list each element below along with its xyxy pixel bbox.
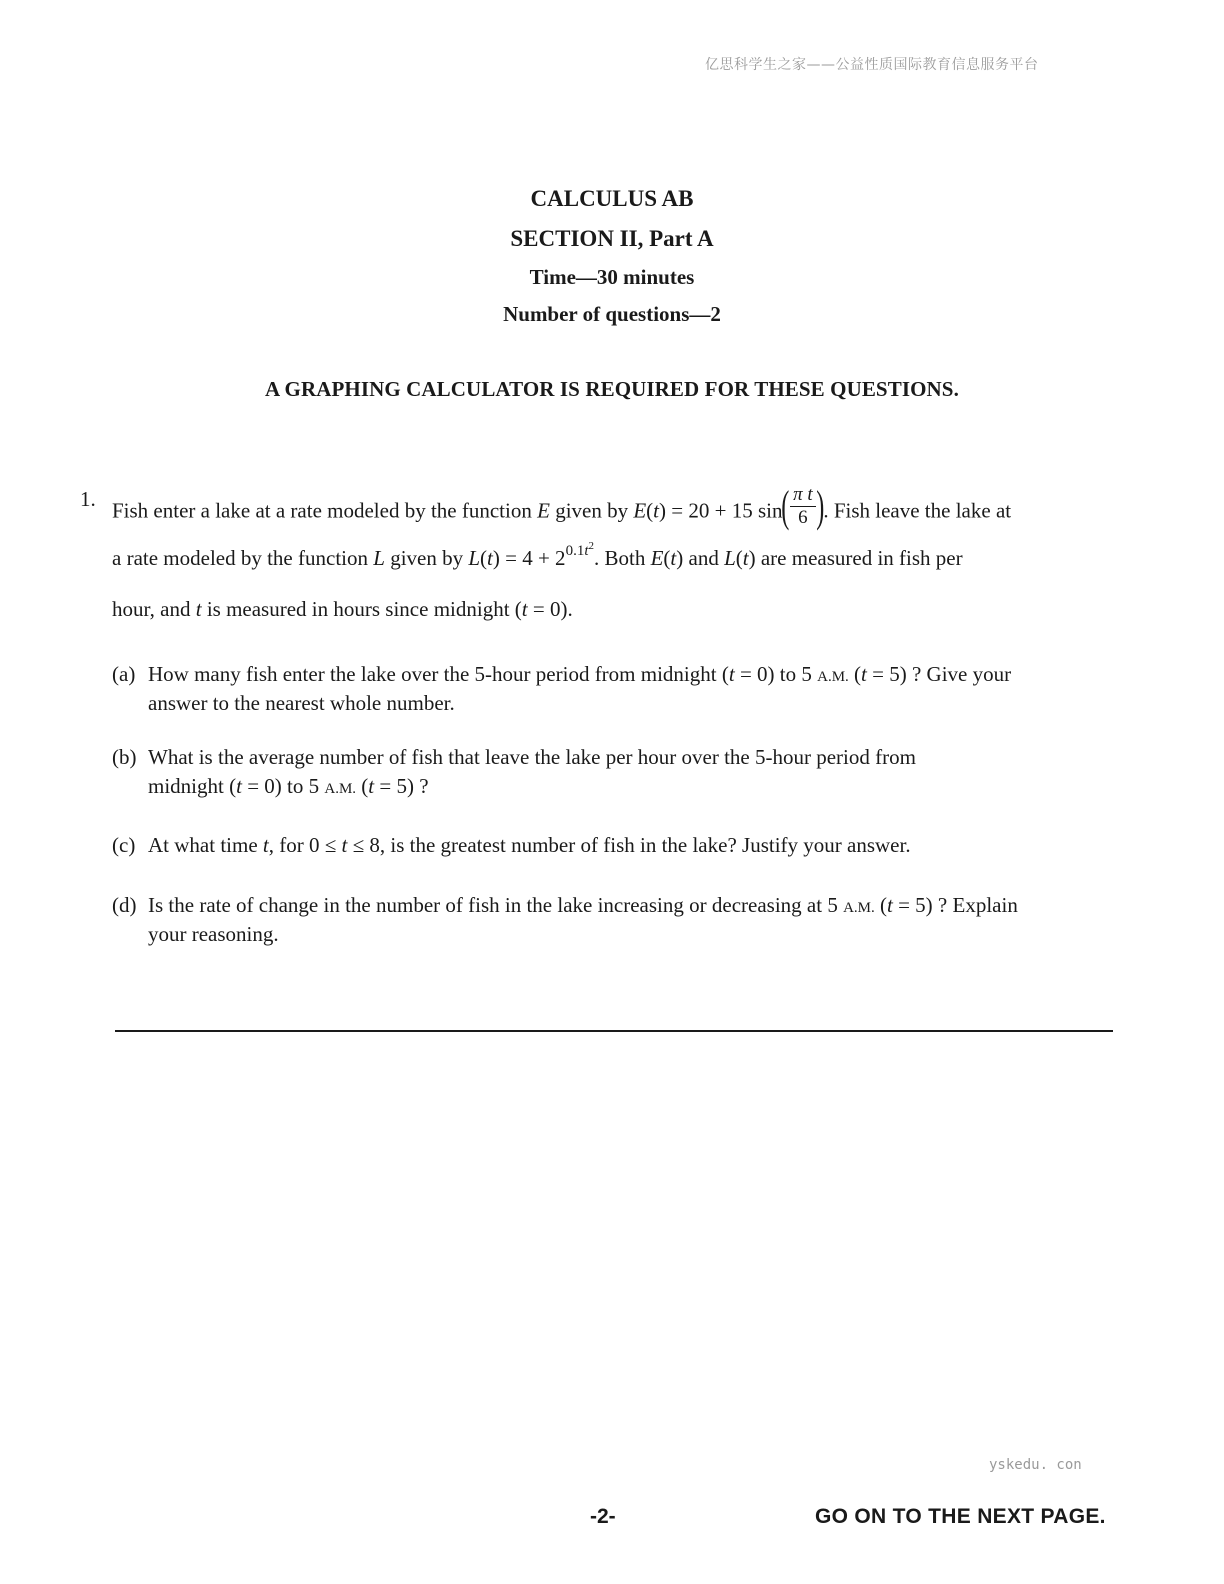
horizontal-rule xyxy=(115,1030,1113,1032)
part-var: t xyxy=(861,662,867,686)
q-text: ( xyxy=(663,546,671,570)
part-text: ≤ 8, is the greatest number of fish in the lake? Justify your answer. xyxy=(347,833,911,857)
q-text: Fish enter a lake at a rate modeled by the function xyxy=(112,498,538,523)
q-var: t xyxy=(742,546,749,570)
section-heading: SECTION II, Part A xyxy=(510,226,714,251)
part-c-line-1 xyxy=(148,833,911,858)
q-text: ( xyxy=(735,546,743,570)
page-number: -2- xyxy=(590,1505,616,1528)
q-text: a rate modeled by the function xyxy=(112,546,374,570)
part-b-line-1: What is the average number of fish that leave the lake per hour over the 5-hour period from xyxy=(148,745,916,769)
q-var: E xyxy=(650,546,664,570)
exp-power: 2 xyxy=(588,540,594,552)
q-var: E xyxy=(633,498,647,523)
q-text: . Fish leave the lake at xyxy=(823,498,1012,523)
part-b-line-2 xyxy=(148,774,429,799)
fraction-denominator: 6 xyxy=(798,507,808,528)
q-text: ) = 4 + 2 xyxy=(492,546,566,570)
part-text: ( xyxy=(874,893,887,917)
q-var: t xyxy=(584,543,589,559)
next-page-notice: GO ON TO THE NEXT PAGE. xyxy=(815,1505,1106,1528)
part-a-label: (a) xyxy=(112,662,136,686)
watermark-bottom: yskedu. con xyxy=(989,1457,1082,1473)
part-var: t xyxy=(262,833,269,857)
q-var: t xyxy=(653,498,660,523)
am-label: A.M. xyxy=(817,669,849,685)
q-text: ) are measured in fish per xyxy=(748,546,963,570)
part-b-label: (b) xyxy=(112,745,137,769)
part-text: = 5) ? Explain xyxy=(892,893,1018,917)
am-label: A.M. xyxy=(324,781,357,797)
q-text: ) and xyxy=(676,546,725,570)
part-d-label: (d) xyxy=(112,893,137,917)
part-text: = 5) ? Give your xyxy=(866,662,1012,686)
part-text: = 5) ? xyxy=(374,774,429,798)
part-text: , for 0 ≤ xyxy=(268,833,342,857)
q-text: = 0). xyxy=(527,597,573,621)
calculator-notice: A GRAPHING CALCULATOR IS REQUIRED FOR THESE QUESTIONS. xyxy=(265,377,959,401)
q-var: L xyxy=(373,546,385,570)
part-text: ( xyxy=(848,662,862,686)
watermark-top: 亿思科学生之家——公益性质国际教育信息服务平台 xyxy=(705,57,1039,73)
question-count: Number of questions—2 xyxy=(503,302,721,326)
part-text: = 0) to 5 xyxy=(241,774,325,798)
question-number: 1. xyxy=(80,487,96,511)
q-var: E xyxy=(537,498,550,523)
part-var: t xyxy=(341,833,348,857)
time-limit: Time—30 minutes xyxy=(529,265,695,289)
q-var: t xyxy=(195,597,202,621)
part-d-line-2: your reasoning. xyxy=(148,922,279,946)
fraction-numerator xyxy=(790,484,816,507)
part-text: At what time xyxy=(148,833,263,857)
q-text: hour, and xyxy=(112,597,196,621)
exponent xyxy=(565,540,594,559)
part-a-line-2: answer to the nearest whole number. xyxy=(148,691,455,715)
fraction-pi-t-over-6 xyxy=(790,484,816,529)
q-var: t xyxy=(807,484,813,505)
q-var: t xyxy=(670,546,677,570)
part-text: midnight ( xyxy=(148,774,237,798)
part-text: Is the rate of change in the number of fish in the lake increasing or decreasing at 5 xyxy=(148,893,844,917)
q-text: ( xyxy=(480,546,488,570)
q-text: ) = 20 + 15 sin xyxy=(659,498,783,523)
q-var: t xyxy=(487,546,493,570)
q-var: L xyxy=(724,546,736,570)
q-text: . Both xyxy=(593,546,651,570)
exp-base: 0.1 xyxy=(565,543,585,559)
part-text: ( xyxy=(356,774,369,798)
part-a-line-1 xyxy=(148,662,1011,687)
exam-title: CALCULUS AB xyxy=(530,186,694,211)
q-text: given by xyxy=(384,546,469,570)
question-line-1 xyxy=(112,482,1012,538)
q-var: t xyxy=(521,597,528,621)
q-text: ( xyxy=(646,498,654,523)
part-d-line-1 xyxy=(148,893,1018,918)
part-var: t xyxy=(728,662,735,686)
question-line-3 xyxy=(112,597,573,622)
right-paren: ) xyxy=(815,482,825,531)
q-var: π xyxy=(793,484,803,505)
part-text: = 0) to 5 xyxy=(734,662,818,686)
part-var: t xyxy=(236,774,242,798)
left-paren: ( xyxy=(781,482,790,531)
am-label: A.M. xyxy=(843,900,875,916)
part-var: t xyxy=(887,893,893,917)
part-var: t xyxy=(368,774,375,798)
question-line-2 xyxy=(112,542,963,571)
q-var: L xyxy=(468,546,481,570)
part-text: How many fish enter the lake over the 5-hour period from midnight ( xyxy=(148,662,729,686)
part-c-label: (c) xyxy=(112,833,136,857)
q-text: is measured in hours since midnight ( xyxy=(201,597,522,621)
q-text: given by xyxy=(549,498,634,523)
